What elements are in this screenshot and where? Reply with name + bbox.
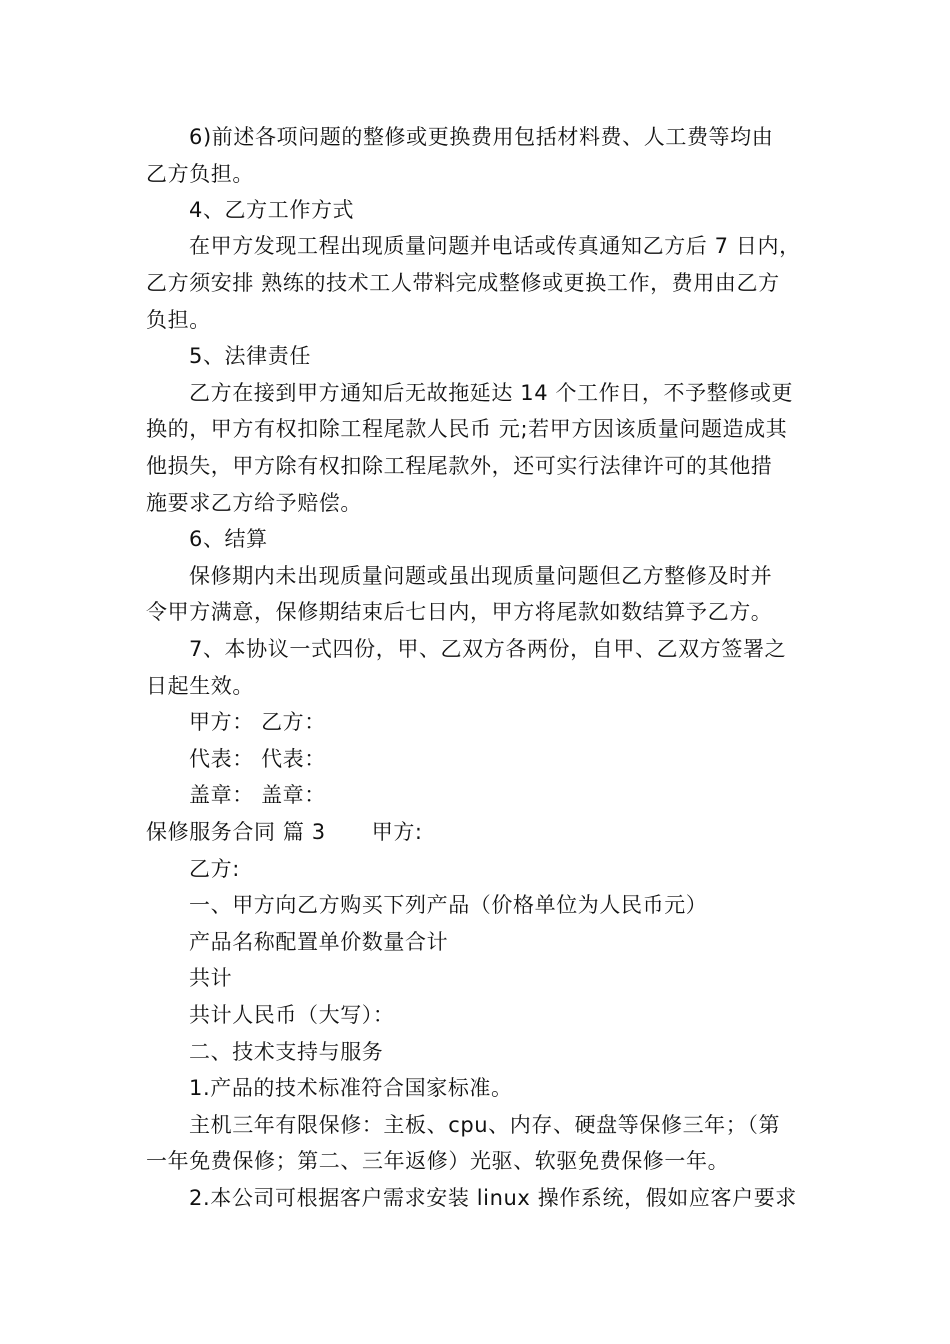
table-header-line: 产品名称配置单价数量合计 (189, 930, 449, 954)
paragraph-line: 令甲方满意，保修期结束后七日内，甲方将尾款如数结算予乙方。 (146, 600, 773, 624)
paragraph-line: 乙方负担。 (146, 162, 254, 186)
paragraph-line: 乙方在接到甲方通知后无故拖延达 14 个工作日，不予整修或更 (189, 381, 794, 405)
party-a-label: 甲方: (371, 820, 423, 844)
paragraph-line: 共计 (189, 966, 233, 990)
section-heading: 6、结算 (189, 527, 268, 551)
section-title: 保修服务合同 篇 3 (146, 820, 326, 844)
signature-line: 甲方： 乙方： (189, 710, 326, 734)
section-heading: 4、乙方工作方式 (189, 198, 355, 222)
paragraph-line: 1.产品的技术标准符合国家标准。 (189, 1076, 513, 1100)
paragraph-line: 主机三年有限保修：主板、cpu、内存、硬盘等保修三年；（第 (189, 1113, 781, 1137)
section-heading: 一、甲方向乙方购买下列产品（价格单位为人民币元） (189, 893, 708, 917)
paragraph-line: 换的，甲方有权扣除工程尾款人民币 元;若甲方因该质量问题造成其 (146, 417, 788, 441)
paragraph-line: 负担。 (146, 308, 211, 332)
paragraph-line: 一年免费保修；第二、三年返修）光驱、软驱免费保修一年。 (146, 1149, 730, 1173)
section-heading: 5、法律责任 (189, 344, 311, 368)
party-b-label: 乙方: (189, 857, 240, 881)
paragraph-line: 6)前述各项问题的整修或更换费用包括材料费、人工费等均由 (189, 125, 774, 149)
section-heading: 二、技术支持与服务 (189, 1040, 384, 1064)
paragraph-line: 日起生效。 (146, 674, 254, 698)
paragraph-line: 乙方须安排 熟练的技术工人带料完成整修或更换工作，费用由乙方 (146, 271, 780, 295)
paragraph-line: 他损失，甲方除有权扣除工程尾款外，还可实行法律许可的其他措 (146, 454, 773, 478)
paragraph-line: 7、本协议一式四份，甲、乙双方各两份，自甲、乙双方签署之 (189, 637, 787, 661)
section-title-line (146, 818, 423, 846)
signature-line: 盖章： 盖章： (189, 783, 326, 807)
paragraph-line: 共计人民币（大写）： (189, 1003, 395, 1027)
paragraph-line: 施要求乙方给予赔偿。 (146, 491, 362, 515)
paragraph-line: 在甲方发现工程出现质量问题并电话或传真通知乙方后 7 日内， (189, 234, 801, 258)
signature-line: 代表： 代表： (189, 747, 326, 771)
paragraph-line: 保修期内未出现质量问题或虽出现质量问题但乙方整修及时并 (189, 564, 773, 588)
paragraph-line: 2.本公司可根据客户需求安装 linux 操作系统，假如应客户要求 (189, 1186, 797, 1210)
